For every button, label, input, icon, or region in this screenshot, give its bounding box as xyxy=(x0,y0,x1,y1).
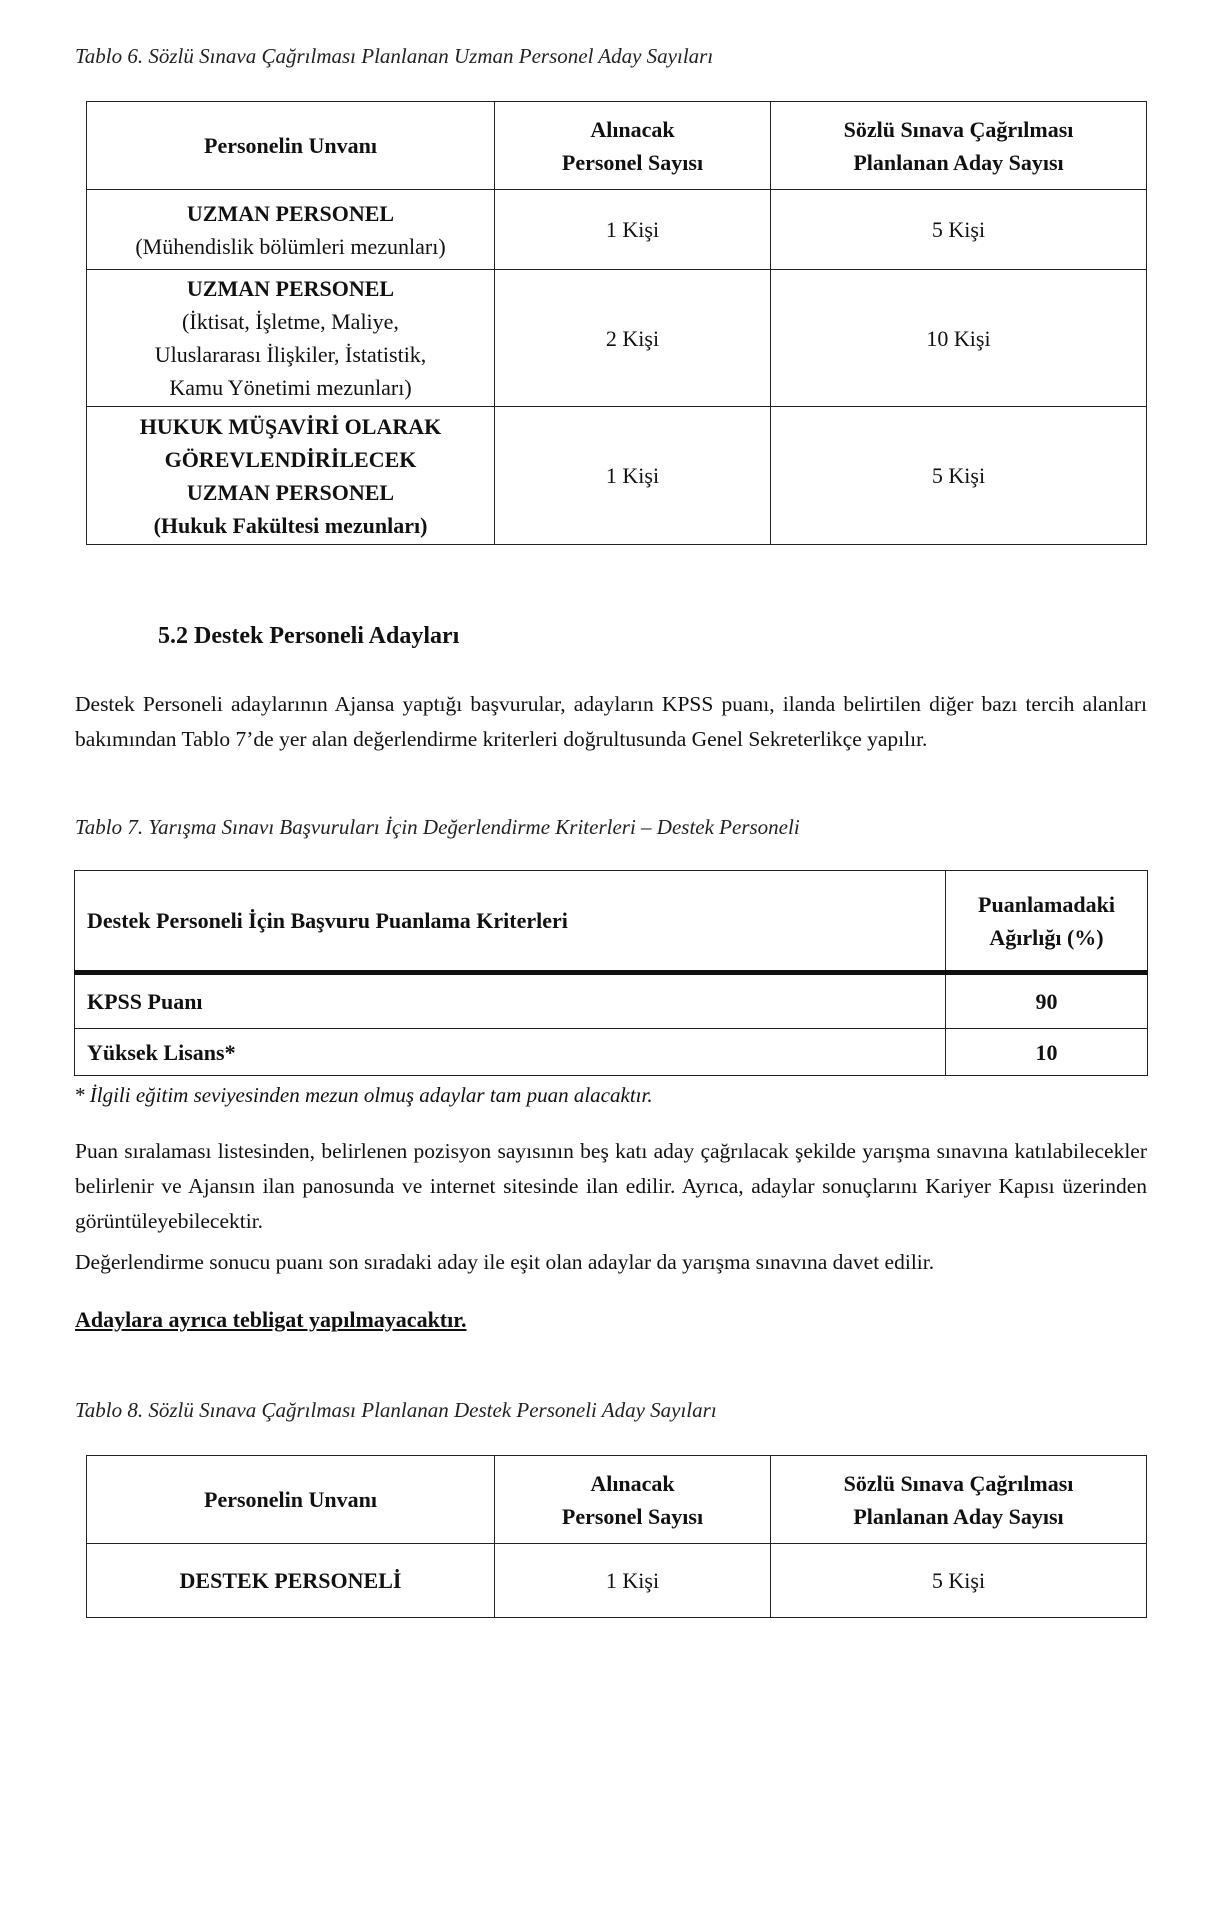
table8-row-aday: 5 Kişi xyxy=(771,1544,1147,1618)
unvan-line: (Hukuk Fakültesi mezunları) xyxy=(153,512,428,538)
unvan-sub: Uluslararası İlişkiler, İstatistik, xyxy=(154,342,427,367)
table8 xyxy=(86,1455,1147,1618)
table6-header-unvan: Personelin Unvanı xyxy=(87,102,495,190)
table7-caption: Tablo 7. Yarışma Sınavı Başvuruları İçin Değerlendirme Kriterleri – Destek Personeli xyxy=(75,815,800,839)
table8-row-alinacak: 1 Kişi xyxy=(495,1544,771,1618)
header-line: Ağırlığı (%) xyxy=(989,924,1104,950)
paragraph-destek-basvuru: Destek Personeli adaylarının Ajansa yaptığı başvurular, adayların KPSS puanı, ilanda belirtilen diğer bazı tercih alanları bakımından Tablo 7’de yer alan değerlendirme kriterleri doğrultusunda Genel Sekreterlikçe yapılır. xyxy=(75,692,1147,751)
table6-row2-alinacak: 2 Kişi xyxy=(495,270,771,407)
header-line: Alınacak xyxy=(590,116,675,142)
table6-row1-unvan xyxy=(87,190,495,270)
table-row xyxy=(87,407,1147,545)
table7-row-lisans-value: 10 xyxy=(946,1029,1148,1076)
table6-header-row xyxy=(87,102,1147,190)
table6-header-alinacak xyxy=(495,102,771,190)
unvan-sub: (Mühendislik bölümleri mezunları) xyxy=(135,233,446,259)
table8-caption: Tablo 8. Sözlü Sınava Çağrılması Planlanan Destek Personeli Aday Sayıları xyxy=(75,1398,717,1422)
table6-row1-aday: 5 Kişi xyxy=(771,190,1147,270)
table-row xyxy=(87,190,1147,270)
header-line: Personel Sayısı xyxy=(561,149,704,175)
header-line: Planlanan Aday Sayısı xyxy=(853,1503,1064,1529)
table-row xyxy=(75,973,1148,1029)
table7-header-agirlik xyxy=(946,871,1148,973)
header-line: Planlanan Aday Sayısı xyxy=(853,149,1064,175)
section-heading: 5.2 Destek Personeli Adayları xyxy=(158,623,460,649)
unvan-sub: (İktisat, İşletme, Maliye, xyxy=(182,309,399,334)
unvan-line: UZMAN PERSONEL xyxy=(186,479,395,505)
paragraph-siralama: Puan sıralaması listesinden, belirlenen pozisyon sayısının beş katı aday çağrılacak şekilde yarışma sınavına katılabilecekler belirlenir ve Ajansın ilan panosunda ve internet sitesinde ilan edilir. Ayrıca, adaylar sonuçlarını Kariyer Kapısı üzerinden görüntüleyebilecektir. xyxy=(75,1139,1147,1233)
header-line: Puanlamadaki xyxy=(978,891,1115,917)
unvan-sub: Kamu Yönetimi mezunları) xyxy=(169,375,412,400)
table6-row2-unvan xyxy=(87,270,495,407)
table6-row3-unvan xyxy=(87,407,495,545)
table6 xyxy=(86,101,1147,545)
table-row xyxy=(75,1029,1148,1076)
table6-header-sozlu xyxy=(771,102,1147,190)
table-row xyxy=(87,1544,1147,1618)
table7-footnote: * İlgili eğitim seviyesinden mezun olmuş adaylar tam puan alacaktır. xyxy=(74,1083,653,1107)
table6-row3-alinacak: 1 Kişi xyxy=(495,407,771,545)
table7-row-kpss-label: KPSS Puanı xyxy=(75,973,946,1029)
header-line: Alınacak xyxy=(590,1470,675,1496)
header-line: Sözlü Sınava Çağrılması xyxy=(843,1470,1074,1496)
table7-row-kpss-value: 90 xyxy=(946,973,1148,1029)
unvan-line: HUKUK MÜŞAVİRİ OLARAK xyxy=(139,413,442,439)
unvan-line: GÖREVLENDİRİLECEK xyxy=(164,446,417,472)
underlined-note: Adaylara ayrıca tebligat yapılmayacaktır. xyxy=(75,1307,467,1332)
header-line: Sözlü Sınava Çağrılması xyxy=(843,116,1074,142)
table-row xyxy=(87,270,1147,407)
paragraph-esit-puan: Değerlendirme sonucu puanı son sıradaki aday ile eşit olan adaylar da yarışma sınavına davet edilir. xyxy=(75,1250,935,1274)
table7 xyxy=(74,870,1148,1076)
unvan-title: UZMAN PERSONEL xyxy=(186,200,395,226)
table7-row-lisans-label: Yüksek Lisans* xyxy=(75,1029,946,1076)
table6-row2-aday: 10 Kişi xyxy=(771,270,1147,407)
table8-header-row xyxy=(87,1456,1147,1544)
unvan-title: UZMAN PERSONEL xyxy=(186,276,395,301)
table8-header-alinacak xyxy=(495,1456,771,1544)
table8-header-sozlu xyxy=(771,1456,1147,1544)
table6-row1-alinacak: 1 Kişi xyxy=(495,190,771,270)
table6-caption: Tablo 6. Sözlü Sınava Çağrılması Planlanan Uzman Personel Aday Sayıları xyxy=(75,44,714,68)
table6-row3-aday: 5 Kişi xyxy=(771,407,1147,545)
table7-header-row xyxy=(75,871,1148,973)
table7-header-kriter: Destek Personeli İçin Başvuru Puanlama Kriterleri xyxy=(75,871,946,973)
table8-row-unvan: DESTEK PERSONELİ xyxy=(87,1544,495,1618)
header-line: Personel Sayısı xyxy=(561,1503,704,1529)
table8-header-unvan: Personelin Unvanı xyxy=(87,1456,495,1544)
